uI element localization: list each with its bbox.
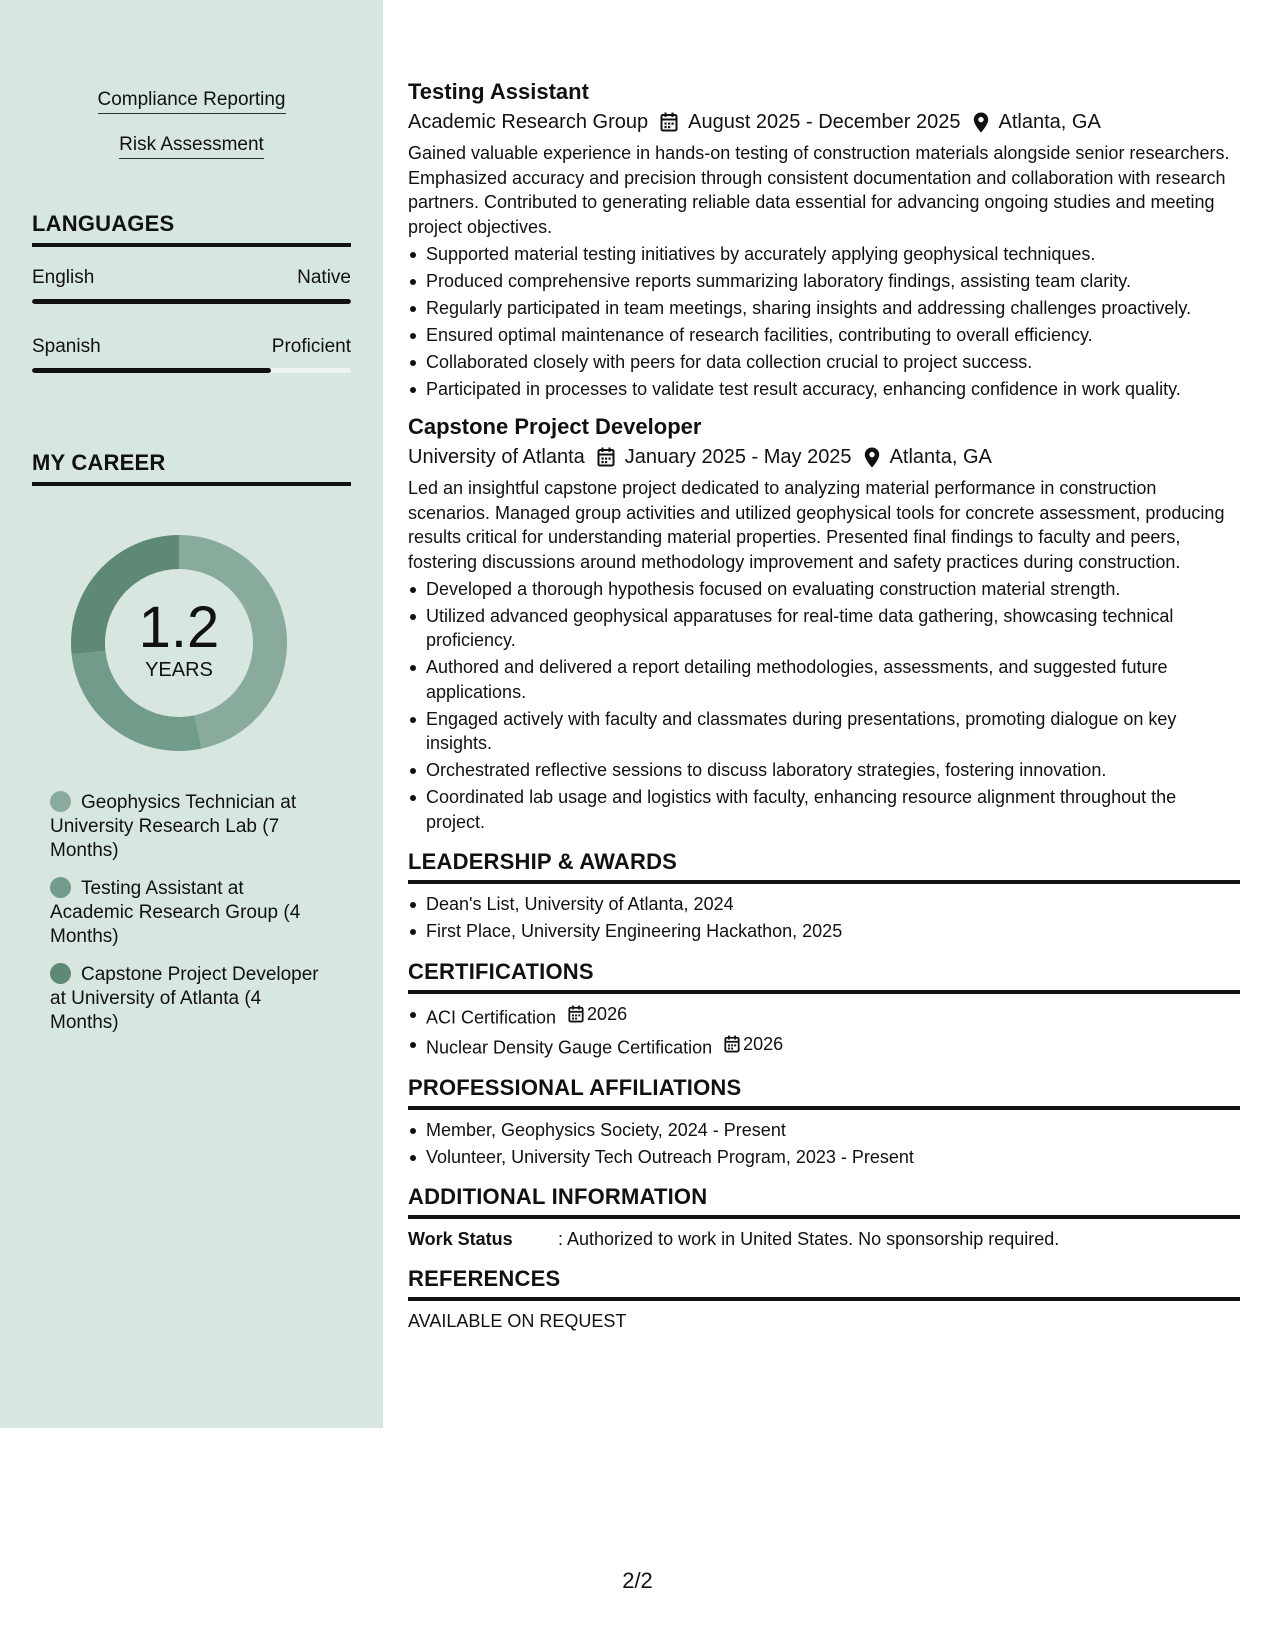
list-item: Orchestrated reflective sessions to discuss laboratory strategies, fostering innovation. bbox=[408, 758, 1240, 783]
job-location: Atlanta, GA bbox=[998, 111, 1101, 133]
main-content bbox=[408, 78, 1240, 1333]
career-heading: MY CAREER bbox=[32, 450, 351, 486]
calendar-icon bbox=[724, 1035, 740, 1053]
list-item bbox=[408, 1032, 1240, 1060]
work-status-value: : Authorized to work in United States. No sponsorship required. bbox=[558, 1229, 1060, 1249]
job-organization: University of Atlanta bbox=[408, 446, 585, 468]
job-description: Led an insightful capstone project dedicated to analyzing material performance in construction scenarios. Managed group activities and utilized geophysical tools for concrete assessment, producing results critical for understanding material properties. Presented final findings to faculty and peers, fostering discussions around methodology improvement and safety practices during construction. bbox=[408, 478, 1225, 572]
job-title: Testing Assistant bbox=[408, 79, 589, 104]
location-pin-icon bbox=[864, 447, 880, 468]
language-name: English bbox=[32, 267, 95, 288]
list-item: First Place, University Engineering Hackathon, 2025 bbox=[408, 919, 1240, 944]
experience-entry bbox=[408, 413, 1240, 834]
career-legend-item: Geophysics Technician at University Research Lab (7 Months) bbox=[50, 792, 297, 861]
job-meta bbox=[408, 444, 1240, 470]
job-bullets bbox=[408, 577, 1240, 835]
certification-name: ACI Certification bbox=[426, 1006, 557, 1027]
section-heading: ADDITIONAL INFORMATION bbox=[408, 1183, 1240, 1219]
list-item: Volunteer, University Tech Outreach Program, 2023 - Present bbox=[408, 1145, 1240, 1170]
affiliations-section bbox=[408, 1074, 1240, 1170]
career-donut-chart bbox=[66, 530, 292, 756]
page-number: 2/2 bbox=[622, 1568, 653, 1593]
language-proficiency-bar bbox=[32, 368, 351, 373]
legend-dot-icon bbox=[50, 877, 71, 898]
job-meta bbox=[408, 109, 1240, 135]
certification-date: 2026 bbox=[568, 1002, 627, 1027]
job-title: Capstone Project Developer bbox=[408, 414, 702, 439]
section-heading: LEADERSHIP & AWARDS bbox=[408, 848, 1240, 884]
list-item: Member, Geophysics Society, 2024 - Present bbox=[408, 1118, 1240, 1143]
language-name: Spanish bbox=[32, 336, 101, 357]
list-item: Regularly participated in team meetings, sharing insights and addressing challenges proactively. bbox=[408, 296, 1240, 321]
leadership-section bbox=[408, 848, 1240, 944]
job-description: Gained valuable experience in hands-on testing of construction materials alongside senior researchers. Emphasized accuracy and precision through consistent documentation and collaboration with research partners. Contributed to generating reliable data essential for advancing ongoing studies and meeting project objectives. bbox=[408, 143, 1230, 237]
list-item: Participated in processes to validate test result accuracy, enhancing confidence in work quality. bbox=[408, 377, 1240, 402]
career-years-label: YEARS bbox=[145, 659, 213, 681]
list-item: Engaged actively with faculty and classmates during presentations, promoting dialogue on key insights. bbox=[408, 707, 1240, 756]
career-legend bbox=[50, 791, 330, 1049]
list-item: Ensured optimal maintenance of research facilities, contributing to overall efficiency. bbox=[408, 323, 1240, 348]
work-status-label: Work Status bbox=[408, 1229, 513, 1249]
section-heading: CERTIFICATIONS bbox=[408, 958, 1240, 994]
list-item: Supported material testing initiatives by accurately applying geophysical techniques. bbox=[408, 242, 1240, 267]
language-level: Proficient bbox=[271, 336, 351, 357]
list-item: Collaborated closely with peers for data collection crucial to project success. bbox=[408, 350, 1240, 375]
job-location: Atlanta, GA bbox=[889, 446, 992, 468]
list-item: Developed a thorough hypothesis focused on evaluating construction material strength. bbox=[408, 577, 1240, 602]
references-text: AVAILABLE ON REQUEST bbox=[408, 1311, 627, 1331]
list-item: Dean's List, University of Atlanta, 2024 bbox=[408, 892, 1240, 917]
list-item: Coordinated lab usage and logistics with faculty, enhancing resource alignment throughout the project. bbox=[408, 785, 1240, 834]
job-dates: January 2025 - May 2025 bbox=[624, 446, 852, 468]
calendar-icon bbox=[597, 447, 615, 467]
additional-info-section bbox=[408, 1183, 1240, 1251]
career-legend-item: Capstone Project Developer at University of Atlanta (4 Months) bbox=[50, 964, 319, 1033]
legend-dot-icon bbox=[50, 963, 71, 984]
calendar-icon bbox=[660, 112, 678, 132]
list-item: Authored and delivered a report detailing methodologies, assessments, and suggested future applications. bbox=[408, 655, 1240, 704]
list-item: Utilized advanced geophysical apparatuses for real-time data gathering, showcasing technical proficiency. bbox=[408, 604, 1240, 653]
calendar-icon bbox=[568, 1005, 584, 1023]
legend-dot-icon bbox=[50, 791, 71, 812]
certifications-list bbox=[408, 1002, 1240, 1060]
references-section bbox=[408, 1265, 1240, 1333]
section-heading: PROFESSIONAL AFFILIATIONS bbox=[408, 1074, 1240, 1110]
certification-date: 2026 bbox=[724, 1032, 783, 1057]
certification-name: Nuclear Density Gauge Certification bbox=[426, 1037, 713, 1057]
sidebar bbox=[0, 0, 383, 1428]
career-legend-item: Testing Assistant at Academic Research Group (4 Months) bbox=[50, 878, 301, 947]
career-total-years: 1.2 bbox=[138, 595, 220, 660]
work-status-row bbox=[408, 1227, 1240, 1251]
location-pin-icon bbox=[973, 112, 989, 133]
language-row bbox=[32, 266, 351, 290]
job-organization: Academic Research Group bbox=[408, 111, 649, 133]
language-level: Native bbox=[297, 267, 351, 288]
section-heading: REFERENCES bbox=[408, 1265, 1240, 1301]
job-dates: August 2025 - December 2025 bbox=[688, 111, 961, 133]
language-row bbox=[32, 335, 351, 359]
skill-item[interactable]: Risk Assessment bbox=[0, 133, 383, 159]
list-item: Produced comprehensive reports summarizing laboratory findings, assisting team clarity. bbox=[408, 269, 1240, 294]
list-item bbox=[408, 1002, 1240, 1030]
job-bullets bbox=[408, 242, 1240, 402]
leadership-list bbox=[408, 892, 1240, 944]
skill-item[interactable]: Compliance Reporting bbox=[0, 88, 383, 114]
certifications-section bbox=[408, 958, 1240, 1060]
experience-entry bbox=[408, 78, 1240, 401]
languages-heading: LANGUAGES bbox=[32, 211, 351, 247]
language-proficiency-bar bbox=[32, 299, 351, 304]
affiliations-list bbox=[408, 1118, 1240, 1170]
